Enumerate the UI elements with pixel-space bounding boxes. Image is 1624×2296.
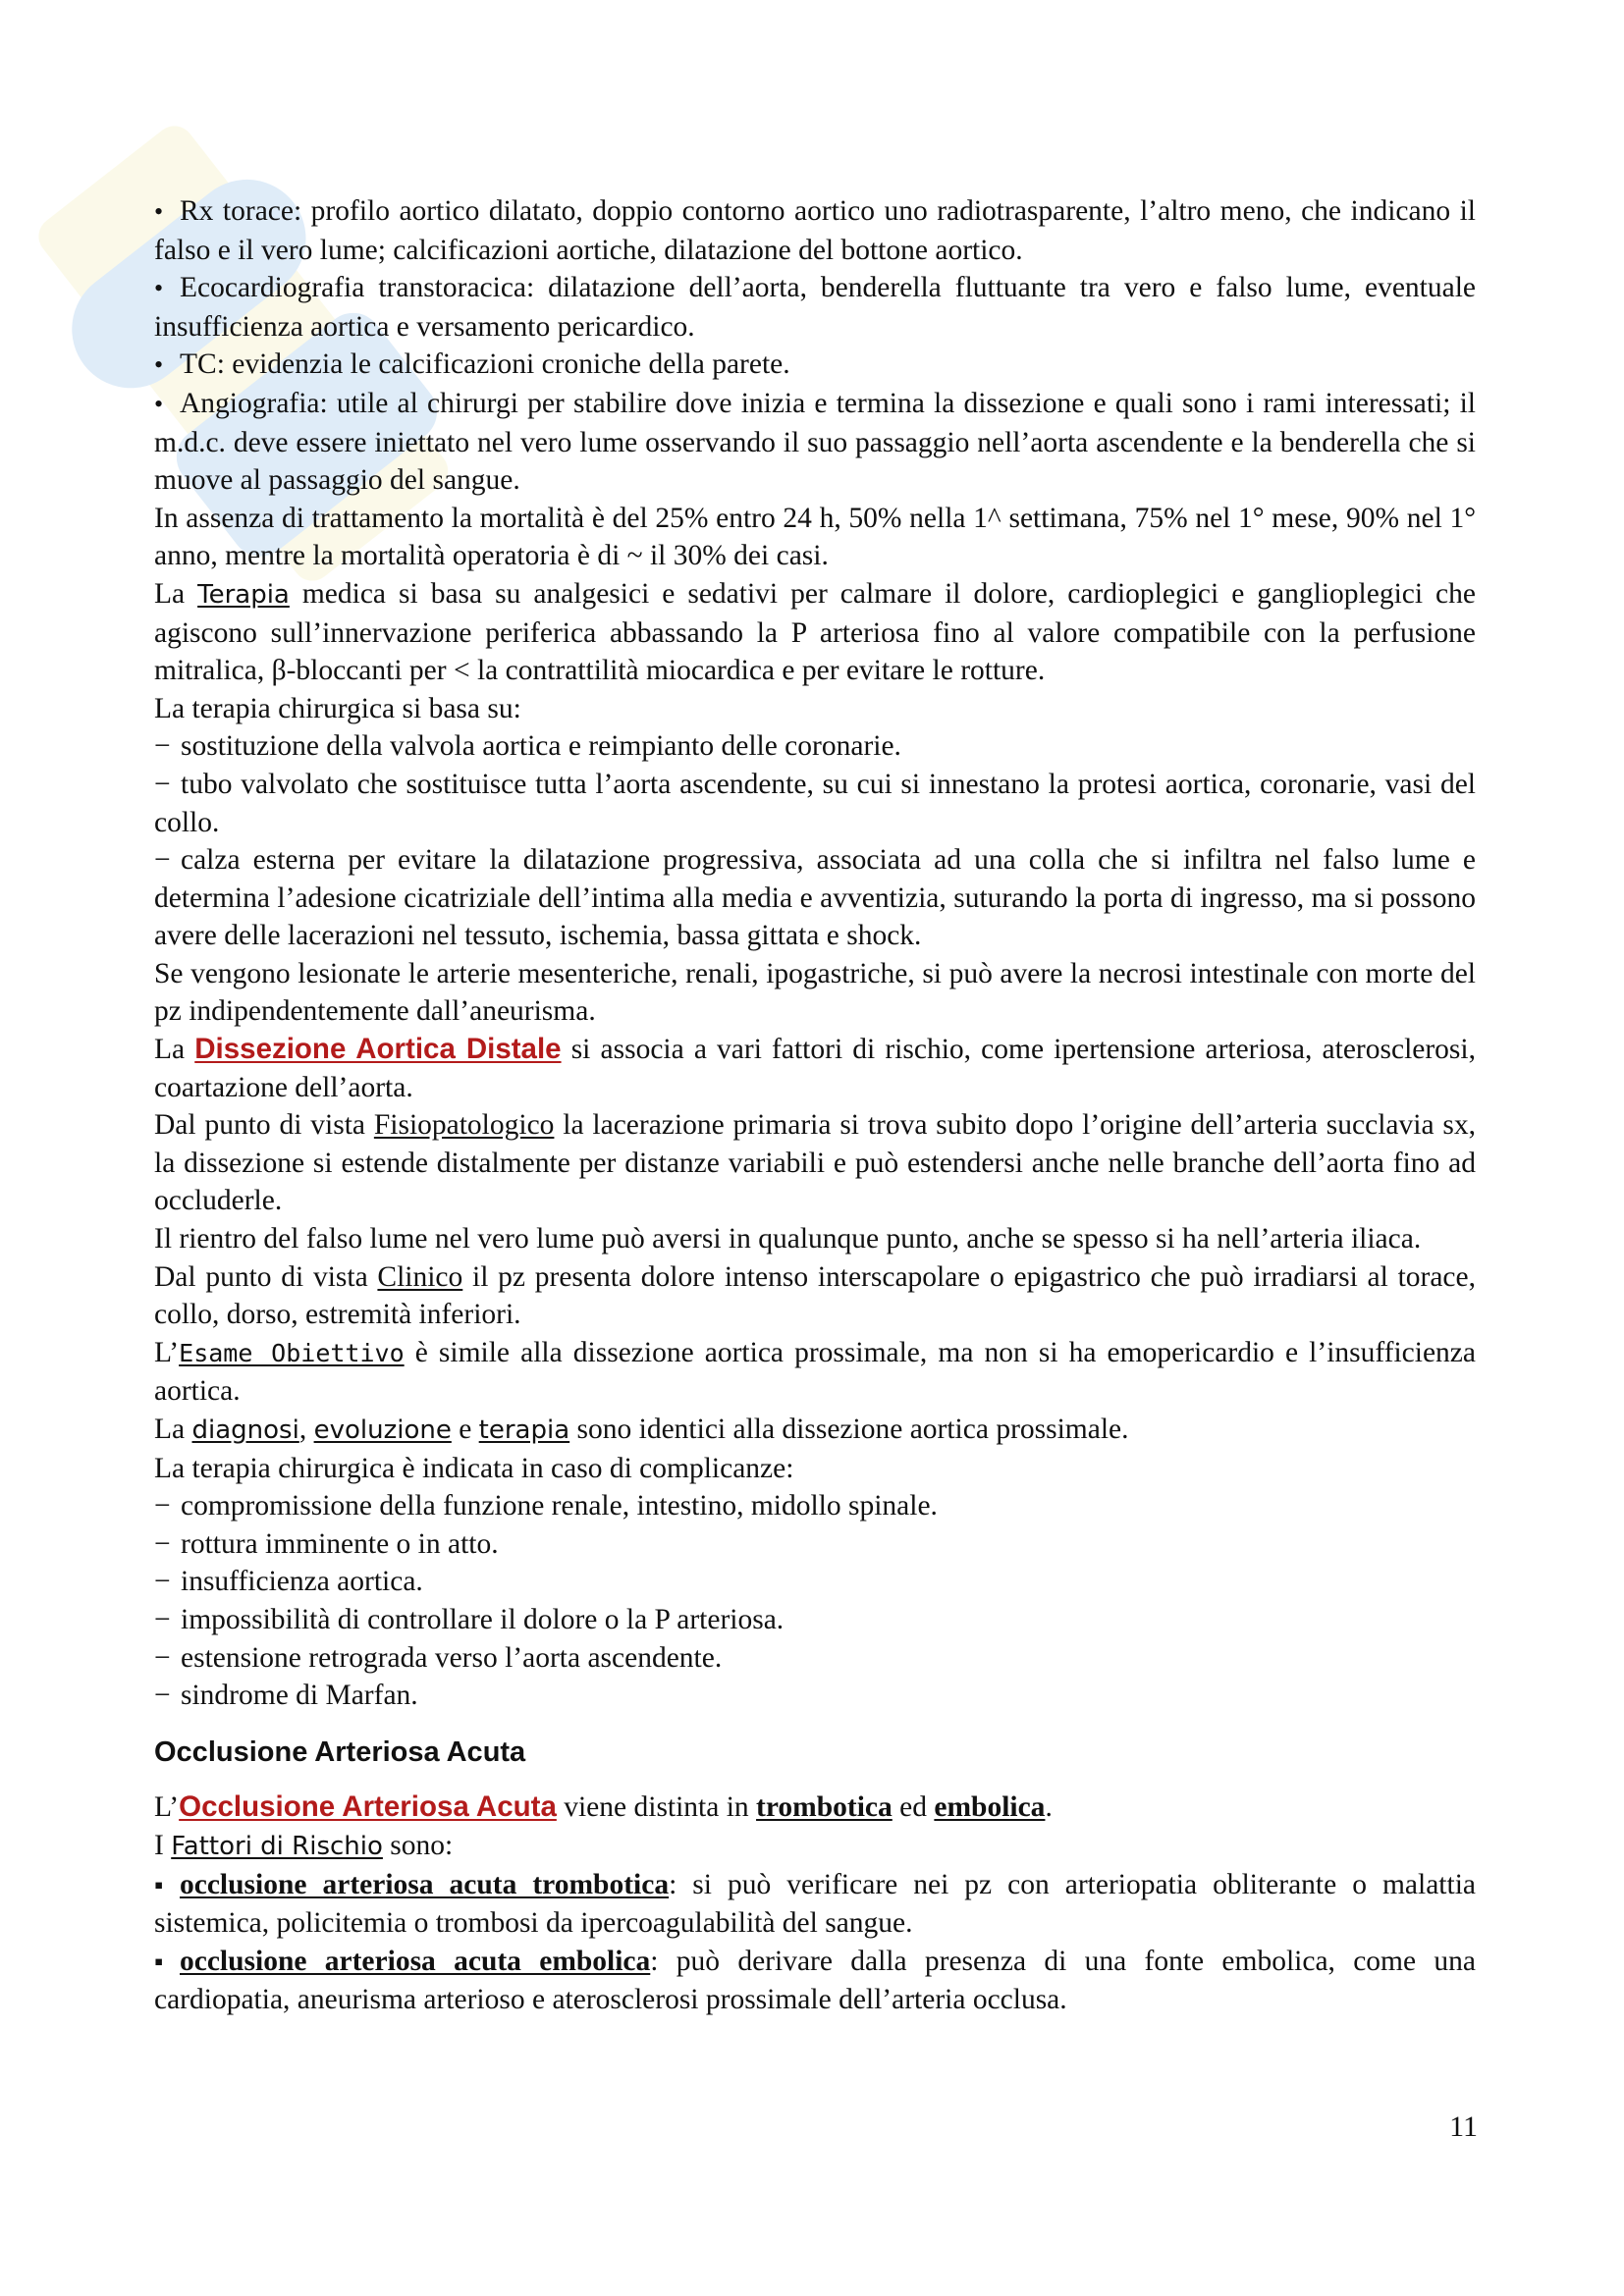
risk-text: : si può verificare nei pz con arteriopatia obliterante o malattia sistemica, policitemia o trombosi da ipercoagulabilità del sangue.	[154, 1868, 1476, 1940]
diagnosi-term: diagnosi	[191, 1415, 299, 1445]
page-content	[154, 192, 1476, 2019]
bullet-tc: • TC: evidenzia le calcificazioni croniche della parete.	[154, 346, 1476, 385]
fattori-post: sono:	[382, 1829, 454, 1861]
paragraph-terapia	[154, 575, 1476, 690]
occlusione-pre: L’	[154, 1791, 180, 1824]
clinico-pre: Dal punto di vista	[154, 1260, 378, 1293]
diagnosi-sep1: ,	[298, 1414, 314, 1445]
complication-item: − impossibilità di controllare il dolore o la P arteriosa.	[154, 1601, 1476, 1639]
surgery-item: − calza esterna per evitare la dilatazione progressiva, associata ad una colla che si infiltra nel falso lume e determina l’adesione cicatriziale dell’intima alla media e avventizia, suturando la porta di ingresso, ma si possono avere delle lacerazioni nel tessuto, ischemia, bassa gittata e shock.	[154, 841, 1476, 955]
fisio-pre: Dal punto di vista	[154, 1109, 374, 1142]
complication-item: − estensione retrograda verso l’aorta ascendente.	[154, 1639, 1476, 1678]
page-number: 11	[1449, 2110, 1478, 2143]
embolica-term: embolica	[934, 1791, 1046, 1824]
fattori-term: Fattori di Rischio	[171, 1831, 383, 1861]
terapia-term-2: terapia	[478, 1415, 570, 1445]
terapia-pre: La	[154, 577, 198, 610]
clinico-term: Clinico	[377, 1260, 463, 1293]
fattori-pre: I	[154, 1829, 172, 1861]
complications-intro: La terapia chirurgica è indicata in caso di complicanze:	[154, 1452, 794, 1484]
bullet-ecocardiografia: • Ecocardiografia transtoracica: dilatazione dell’aorta, benderella fluttuante tra vero e falso lume, eventuale insufficienza aortica e versamento pericardico.	[154, 269, 1476, 346]
paragraph-mortalita: In assenza di trattamento la mortalità è del 25% entro 24 h, 50% nella 1^ settimana, 75% nel 1° mese, 90% nel 1° anno, mentre la mortalità operatoria è di ~ il 30% dei casi.	[154, 502, 1476, 572]
paragraph-diagnosi	[154, 1411, 1476, 1450]
esame-post: è simile alla dissezione aortica prossimale, ma non si ha emopericardio e l’insufficienza aortica.	[154, 1336, 1476, 1408]
terapia-post: medica si basa su analgesici e sedativi per calmare il dolore, cardioplegici e ganglioplegici che agiscono sull’innervazione periferica abbassando la P arteriosa fino al valore compatibile con la perfusione mitralica, β-bloccanti per < la contrattilità miocardica e per evitare le rotture.	[154, 577, 1476, 687]
risk-term: occlusione arteriosa acuta embolica	[180, 1945, 651, 1977]
occlusione-post: .	[1045, 1791, 1053, 1824]
paragraph-rientro: Il rientro del falso lume nel vero lume può aversi in qualunque punto, anche se spesso si ha nell’arteria iliaca.	[154, 1223, 1422, 1255]
occlusione-mid1: viene distinta in	[556, 1791, 757, 1824]
occlusione-mid2: ed	[892, 1791, 935, 1824]
distale-pre: La	[154, 1034, 195, 1066]
diagnosi-pre: La	[154, 1414, 192, 1445]
bullet-rx-torace: • Rx torace: profilo aortico dilatato, doppio contorno aortico uno radiotrasparente, l’altro meno, che indicano il falso e il vero lume; calcificazioni aortiche, dilatazione del bottone aortico.	[154, 192, 1476, 269]
paragraph-clinico	[154, 1258, 1476, 1334]
distale-post: si associa a vari fattori di rischio, come ipertensione arteriosa, aterosclerosi, coartazione dell’aorta.	[154, 1034, 1476, 1103]
paragraph-esame-obiettivo	[154, 1334, 1476, 1411]
evoluzione-term: evoluzione	[313, 1415, 452, 1445]
risk-item-trombotica	[154, 1866, 1476, 1943]
risk-term: occlusione arteriosa acuta trombotica	[180, 1868, 670, 1900]
complication-item: − insufficienza aortica.	[154, 1563, 1476, 1601]
complication-item: − sindrome di Marfan.	[154, 1677, 1476, 1715]
fisio-post: la lacerazione primaria si trova subito dopo l’origine dell’arteria succlavia sx, la dissezione si estende distalmente per distanze variabili e può estendersi anche nelle branche dell’aorta fino ad occluderle.	[154, 1109, 1476, 1217]
complication-item: − rottura imminente o in atto.	[154, 1525, 1476, 1564]
paragraph-dissezione-distale	[154, 1031, 1476, 1106]
diagnosi-sep2: e	[451, 1414, 479, 1445]
clinico-post: il pz presenta dolore intenso interscapolare o epigastrico che può irradiarsi al torace, collo, dorso, estremità inferiori.	[154, 1260, 1476, 1331]
terapia-term: Terapia	[197, 579, 290, 610]
complication-item: − compromissione della funzione renale, intestino, midollo spinale.	[154, 1487, 1476, 1525]
risk-item-embolica	[154, 1943, 1476, 2019]
surgery-item: − tubo valvolato che sostituisce tutta l’aorta ascendente, su cui si innestano la protesi aortica, coronarie, vasi del collo.	[154, 766, 1476, 841]
risk-text: : può derivare dalla presenza di una fonte embolica, come una cardiopatia, aneurisma arterioso e aterosclerosi prossimale dell’arteria occlusa.	[154, 1945, 1476, 2016]
distale-term: Dissezione Aortica Distale	[194, 1033, 562, 1066]
diagnosi-post: sono identici alla dissezione aortica prossimale.	[569, 1414, 1129, 1445]
paragraph-fattori	[154, 1827, 1476, 1866]
surgery-item: − sostituzione della valvola aortica e reimpianto delle coronarie.	[154, 727, 1476, 766]
surgery-intro: La terapia chirurgica si basa su:	[154, 692, 521, 724]
paragraph-occlusione	[154, 1789, 1476, 1827]
occlusione-term: Occlusione Arteriosa Acuta	[179, 1790, 557, 1824]
bullet-angiografia: • Angiografia: utile al chirurgi per stabilire dove inizia e termina la dissezione e quali sono i rami interessati; il m.d.c. deve essere iniettato nel vero lume osservando il suo passaggio nell’aorta ascendente e la benderella che si muove al passaggio del sangue.	[154, 385, 1476, 500]
section-heading: Occlusione Arteriosa Acuta	[154, 1735, 526, 1768]
paragraph-fisiopatologico	[154, 1106, 1476, 1220]
fisio-term: Fisiopatologico	[373, 1109, 555, 1142]
paragraph-mesenteric: Se vengono lesionate le arterie mesenteriche, renali, ipogastriche, si può avere la necrosi intestinale con morte del pz indipendentemente dall’aneurisma.	[154, 957, 1476, 1028]
esame-pre: L’	[154, 1336, 180, 1368]
esame-term: Esame Obiettivo	[179, 1338, 405, 1367]
trombotica-term: trombotica	[756, 1791, 893, 1824]
